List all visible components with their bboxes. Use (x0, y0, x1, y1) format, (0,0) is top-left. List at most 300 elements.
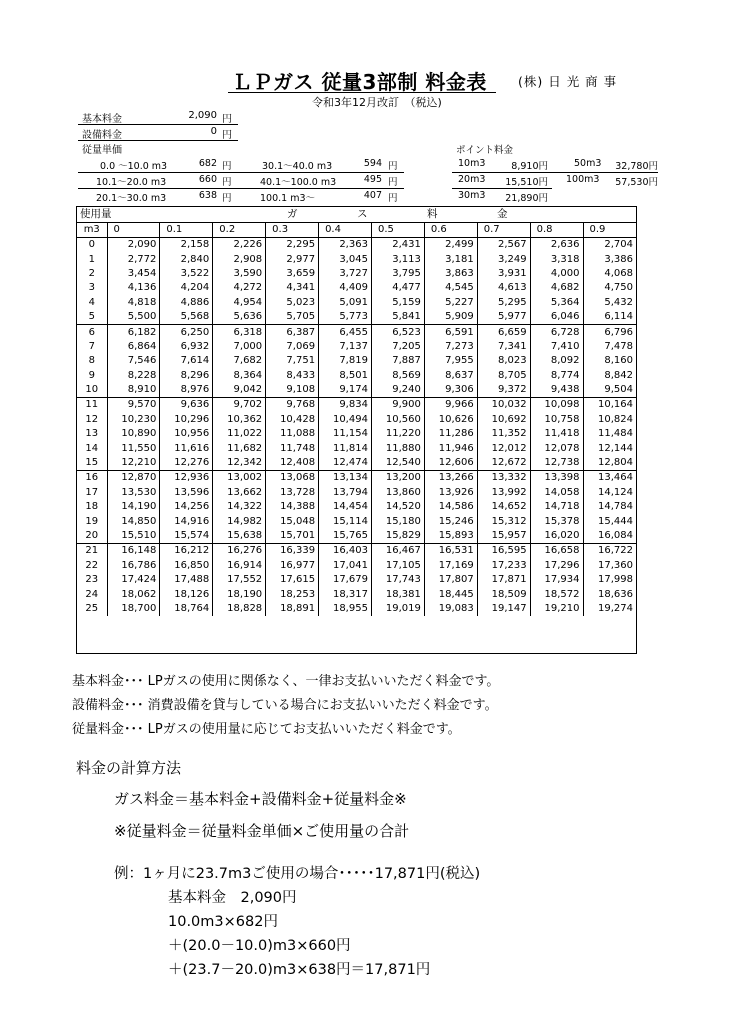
fee-cell: 14,784 (583, 500, 636, 514)
column-header: 0.9 (583, 223, 636, 238)
unit-header: m3 (77, 223, 107, 238)
gas-char: ガ (287, 208, 298, 220)
column-header: 0.1 (160, 223, 213, 238)
fee-cell: 8,296 (160, 369, 213, 383)
fee-cell: 12,936 (160, 471, 213, 486)
example-line: 基本料金 2,090円 (168, 890, 297, 906)
fee-cell: 18,572 (530, 587, 583, 601)
fee-cell: 9,042 (213, 383, 266, 398)
fee-cell: 17,041 (319, 559, 372, 573)
fee-cell: 2,363 (319, 238, 372, 253)
fee-cell: 18,317 (319, 587, 372, 601)
fee-cell: 12,408 (266, 456, 319, 471)
point-vol: 30m3 (458, 190, 486, 201)
fee-cell: 16,531 (424, 544, 477, 559)
row-usage: 17 (85, 486, 99, 498)
gas-char: 料 (427, 208, 438, 220)
fee-cell: 17,679 (319, 573, 372, 587)
fee-cell: 8,160 (583, 354, 636, 368)
fee-cell: 4,954 (213, 296, 266, 310)
fee-cell: 2,908 (213, 252, 266, 266)
table-row (77, 267, 636, 281)
fee-cell: 16,403 (319, 544, 372, 559)
fee-cell: 18,891 (266, 602, 319, 616)
fee-cell: 2,840 (160, 252, 213, 266)
fee-cell: 5,568 (160, 310, 213, 325)
fee-cell: 11,022 (213, 427, 266, 441)
fee-cell: 4,204 (160, 281, 213, 295)
fee-cell: 4,818 (107, 296, 160, 310)
row-usage: 9 (88, 369, 95, 381)
basic-fee-value: 2,090 (188, 110, 217, 121)
table-row (77, 602, 636, 616)
point-fee-label: ポイント料金 (456, 145, 514, 156)
fee-cell: 11,814 (319, 441, 372, 455)
fee-cell: 13,398 (530, 471, 583, 486)
fee-cell: 14,124 (583, 486, 636, 500)
fee-cell: 6,455 (319, 325, 372, 340)
fee-cell: 11,946 (424, 441, 477, 455)
row-usage: 22 (85, 559, 99, 571)
calculation-title: 料金の計算方法 (76, 759, 182, 777)
tier-unit: 円 (388, 161, 398, 172)
table-row (77, 441, 636, 455)
fee-cell: 3,181 (424, 252, 477, 266)
fee-cell: 16,020 (530, 529, 583, 544)
fee-cell: 12,870 (107, 471, 160, 486)
table-row (77, 559, 636, 573)
fee-cell: 16,148 (107, 544, 160, 559)
fee-cell: 9,438 (530, 383, 583, 398)
fee-cell: 11,616 (160, 441, 213, 455)
fee-cell: 5,227 (424, 296, 477, 310)
gas-fee-table (76, 206, 637, 654)
fee-cell: 14,454 (319, 500, 372, 514)
fee-cell: 15,574 (160, 529, 213, 544)
fee-cell: 3,454 (107, 267, 160, 281)
fee-cell: 9,768 (266, 398, 319, 413)
column-header: 0.3 (266, 223, 319, 238)
fee-cell: 13,332 (477, 471, 530, 486)
fee-cell: 9,834 (319, 398, 372, 413)
fee-cell: 12,672 (477, 456, 530, 471)
fee-cell: 13,266 (424, 471, 477, 486)
fee-cell: 16,977 (266, 559, 319, 573)
fee-cell: 11,682 (213, 441, 266, 455)
fee-cell: 9,900 (371, 398, 424, 413)
equipment-fee-unit: 円 (222, 130, 232, 141)
fee-cell: 5,636 (213, 310, 266, 325)
equipment-fee-label: 設備料金 (82, 130, 122, 141)
fee-cell: 13,728 (266, 486, 319, 500)
fee-cell: 15,701 (266, 529, 319, 544)
fee-cell: 10,824 (583, 413, 636, 427)
fee-cell: 11,748 (266, 441, 319, 455)
tier-price: 495 (363, 174, 382, 185)
table-row (77, 514, 636, 528)
row-usage: 3 (88, 282, 95, 294)
row-usage: 4 (88, 296, 95, 308)
table-row (77, 296, 636, 310)
fee-cell: 13,662 (213, 486, 266, 500)
fee-cell: 19,274 (583, 602, 636, 616)
row-usage: 11 (77, 398, 107, 413)
fee-cell: 9,966 (424, 398, 477, 413)
point-divider (452, 172, 658, 173)
fee-cell: 16,212 (160, 544, 213, 559)
fee-cell: 17,233 (477, 559, 530, 573)
tier-divider (78, 188, 404, 189)
fee-cell: 11,088 (266, 427, 319, 441)
revision-note: 令和3年12月改訂 （税込) (312, 96, 442, 109)
fee-cell: 10,428 (266, 413, 319, 427)
fee-cell: 19,083 (424, 602, 477, 616)
explanation-basic: 基本料金･･･ LPガスの使用に関係なく、一律お支払いいただく料金です。 (72, 674, 500, 689)
table-row (77, 340, 636, 354)
fee-cell: 10,692 (477, 413, 530, 427)
fee-cell: 10,956 (160, 427, 213, 441)
fee-cell: 17,998 (583, 573, 636, 587)
table-row (77, 486, 636, 500)
fee-cell: 15,180 (371, 514, 424, 528)
fee-cell: 14,322 (213, 500, 266, 514)
fee-cell: 12,474 (319, 456, 372, 471)
table-row (77, 544, 636, 559)
fee-cell: 7,887 (371, 354, 424, 368)
fee-cell: 4,136 (107, 281, 160, 295)
fee-cell: 16,467 (371, 544, 424, 559)
fee-cell: 7,682 (213, 354, 266, 368)
fee-cell: 18,381 (371, 587, 424, 601)
fee-cell: 12,210 (107, 456, 160, 471)
fee-cell: 5,500 (107, 310, 160, 325)
column-header: 0.2 (213, 223, 266, 238)
fee-cell: 17,743 (371, 573, 424, 587)
row-usage: 16 (77, 471, 107, 486)
fee-cell: 18,062 (107, 587, 160, 601)
fee-cell: 6,523 (371, 325, 424, 340)
table-row (77, 354, 636, 368)
fee-cell: 9,108 (266, 383, 319, 398)
tier-range: 100.1 m3～ (260, 193, 316, 204)
fee-cell: 14,718 (530, 500, 583, 514)
point-vol: 20m3 (458, 174, 486, 185)
fee-cell: 2,977 (266, 252, 319, 266)
fee-cell: 14,388 (266, 500, 319, 514)
fee-cell: 3,795 (371, 267, 424, 281)
point-price: 8,910円 (511, 161, 548, 172)
tier-price: 638 (198, 190, 217, 201)
tier-divider (78, 172, 404, 173)
table-row (77, 456, 636, 471)
fee-cell: 18,764 (160, 602, 213, 616)
fee-cell: 3,386 (583, 252, 636, 266)
fee-cell: 14,586 (424, 500, 477, 514)
fee-cell: 2,772 (107, 252, 160, 266)
equipment-fee-value: 0 (210, 126, 217, 137)
fee-cell: 11,550 (107, 441, 160, 455)
fee-cell: 5,773 (319, 310, 372, 325)
fee-cell: 3,727 (319, 267, 372, 281)
fee-cell: 8,569 (371, 369, 424, 383)
fee-cell: 14,256 (160, 500, 213, 514)
fee-cell: 3,863 (424, 267, 477, 281)
fee-cell: 6,114 (583, 310, 636, 325)
fee-cell: 10,494 (319, 413, 372, 427)
tier-range: 10.1～20.0 m3 (96, 177, 167, 188)
fee-cell: 9,240 (371, 383, 424, 398)
fee-cell: 9,570 (107, 398, 160, 413)
table-row (77, 587, 636, 601)
fee-cell: 10,758 (530, 413, 583, 427)
table-row (77, 398, 636, 413)
row-usage: 1 (88, 253, 95, 265)
row-usage: 0 (88, 239, 95, 251)
fee-cell: 9,504 (583, 383, 636, 398)
fee-cell: 17,360 (583, 559, 636, 573)
fee-cell: 4,750 (583, 281, 636, 295)
column-header: 0.5 (371, 223, 424, 238)
fee-cell: 15,765 (319, 529, 372, 544)
point-divider (452, 188, 552, 189)
row-usage: 6 (77, 325, 107, 340)
fee-cell: 8,228 (107, 369, 160, 383)
fee-cell: 3,318 (530, 252, 583, 266)
fee-cell: 2,636 (530, 238, 583, 253)
row-usage: 2 (88, 267, 95, 279)
fee-cell: 4,409 (319, 281, 372, 295)
fee-cell: 2,090 (107, 238, 160, 253)
point-price: 15,510円 (505, 177, 548, 188)
fee-cell: 13,992 (477, 486, 530, 500)
fee-cell: 4,613 (477, 281, 530, 295)
fee-cell: 4,341 (266, 281, 319, 295)
column-header: 0 (107, 223, 160, 238)
fee-cell: 4,477 (371, 281, 424, 295)
fee-cell: 17,871 (477, 573, 530, 587)
row-usage: 5 (88, 311, 95, 323)
table-row (77, 252, 636, 266)
fee-cell: 16,914 (213, 559, 266, 573)
row-usage: 13 (85, 428, 99, 440)
row-usage: 14 (85, 442, 99, 454)
fee-cell: 6,318 (213, 325, 266, 340)
fee-cell: 7,819 (319, 354, 372, 368)
fee-cell: 5,159 (371, 296, 424, 310)
fee-cell: 13,134 (319, 471, 372, 486)
fee-cell: 19,019 (371, 602, 424, 616)
fee-cell: 17,552 (213, 573, 266, 587)
fee-cell: 2,704 (583, 238, 636, 253)
fee-cell: 9,174 (319, 383, 372, 398)
fee-cell: 18,700 (107, 602, 160, 616)
fee-cell: 10,032 (477, 398, 530, 413)
fee-cell: 12,342 (213, 456, 266, 471)
fee-cell: 6,728 (530, 325, 583, 340)
fee-cell: 12,144 (583, 441, 636, 455)
fee-cell: 5,432 (583, 296, 636, 310)
table-row (77, 427, 636, 441)
fee-cell: 17,615 (266, 573, 319, 587)
fee-cell: 9,306 (424, 383, 477, 398)
company-name: (株) 日 光 商 事 (518, 74, 618, 89)
fee-cell: 15,957 (477, 529, 530, 544)
fee-cell: 2,158 (160, 238, 213, 253)
table-row (77, 310, 636, 325)
fee-cell: 12,078 (530, 441, 583, 455)
fee-cell: 17,424 (107, 573, 160, 587)
fee-cell: 17,488 (160, 573, 213, 587)
fee-cell: 7,137 (319, 340, 372, 354)
row-usage: 24 (85, 588, 99, 600)
fee-cell: 18,509 (477, 587, 530, 601)
table-row (77, 383, 636, 398)
fee-cell: 12,804 (583, 456, 636, 471)
point-vol: 10m3 (458, 158, 486, 169)
fee-cell: 13,200 (371, 471, 424, 486)
fee-cell: 14,520 (371, 500, 424, 514)
fee-cell: 8,023 (477, 354, 530, 368)
tier-range: 20.1～30.0 m3 (96, 193, 167, 204)
fee-cell: 9,636 (160, 398, 213, 413)
fee-cell: 15,246 (424, 514, 477, 528)
table-row (77, 573, 636, 587)
title-underline (228, 92, 496, 93)
fee-cell: 7,546 (107, 354, 160, 368)
gas-char: ス (357, 208, 368, 220)
table-title-row (77, 207, 636, 223)
fee-cell: 3,522 (160, 267, 213, 281)
fee-cell: 5,364 (530, 296, 583, 310)
fee-cell: 12,276 (160, 456, 213, 471)
fee-cell: 4,000 (530, 267, 583, 281)
fee-cell: 6,796 (583, 325, 636, 340)
basic-fee-label: 基本料金 (82, 114, 122, 125)
fee-cell: 13,860 (371, 486, 424, 500)
fee-cell: 14,916 (160, 514, 213, 528)
table-row (77, 500, 636, 514)
point-price: 57,530円 (615, 177, 658, 188)
column-header: 0.6 (424, 223, 477, 238)
fee-cell: 8,976 (160, 383, 213, 398)
fee-cell: 12,540 (371, 456, 424, 471)
fee-cell: 15,444 (583, 514, 636, 528)
row-usage: 20 (85, 530, 99, 541)
fee-cell: 6,659 (477, 325, 530, 340)
fee-cell: 7,205 (371, 340, 424, 354)
fee-cell: 13,926 (424, 486, 477, 500)
fee-cell: 6,864 (107, 340, 160, 354)
point-price: 21,890円 (505, 193, 548, 204)
fee-cell: 5,977 (477, 310, 530, 325)
fee-cell: 5,705 (266, 310, 319, 325)
fee-cell: 8,637 (424, 369, 477, 383)
point-price: 32,780円 (615, 161, 658, 172)
fee-cell: 10,230 (107, 413, 160, 427)
tier-price: 660 (198, 174, 217, 185)
explanation-usage: 従量料金･･･ LPガスの使用量に応じてお支払いいただく料金です。 (72, 722, 461, 737)
row-usage: 21 (77, 544, 107, 559)
row-usage: 12 (85, 413, 99, 425)
fee-cell: 10,362 (213, 413, 266, 427)
point-vol: 50m3 (574, 158, 602, 169)
fee-cell: 10,890 (107, 427, 160, 441)
fee-cell: 17,934 (530, 573, 583, 587)
fee-cell: 16,339 (266, 544, 319, 559)
fee-cell: 10,164 (583, 398, 636, 413)
row-usage: 10 (85, 384, 99, 396)
formula-usage: ※従量料金＝従量料金単価×ご使用量の合計 (114, 822, 410, 840)
row-usage: 7 (88, 340, 95, 352)
fee-cell: 4,886 (160, 296, 213, 310)
fee-cell: 17,105 (371, 559, 424, 573)
fee-cell: 16,658 (530, 544, 583, 559)
fee-cell: 15,510 (107, 529, 160, 544)
tier-unit: 円 (222, 161, 232, 172)
table-row (77, 471, 636, 486)
fee-cell: 16,786 (107, 559, 160, 573)
fee-cell: 5,295 (477, 296, 530, 310)
column-header-row (77, 223, 636, 238)
table-row (77, 529, 636, 544)
fee-cell: 9,372 (477, 383, 530, 398)
tier-price: 407 (363, 190, 382, 201)
fee-cell: 15,048 (266, 514, 319, 528)
fee-cell: 8,092 (530, 354, 583, 368)
fee-cell: 7,751 (266, 354, 319, 368)
example-line: 10.0m3×682円 (168, 914, 278, 930)
fee-cell: 16,595 (477, 544, 530, 559)
fee-cell: 5,023 (266, 296, 319, 310)
fee-cell: 18,190 (213, 587, 266, 601)
fee-cell: 11,286 (424, 427, 477, 441)
fee-cell: 10,626 (424, 413, 477, 427)
fee-cell: 3,590 (213, 267, 266, 281)
fee-cell: 15,378 (530, 514, 583, 528)
fee-cell: 6,387 (266, 325, 319, 340)
column-header: 0.7 (477, 223, 530, 238)
fee-cell: 13,530 (107, 486, 160, 500)
unit-price-label: 従量単価 (82, 145, 122, 156)
fee-cell: 15,114 (319, 514, 372, 528)
fee-cell: 14,652 (477, 500, 530, 514)
table-row (77, 325, 636, 340)
fee-cell: 4,068 (583, 267, 636, 281)
tier-price: 594 (363, 158, 382, 169)
fee-cell: 12,012 (477, 441, 530, 455)
table-row (77, 238, 636, 253)
fee-cell: 7,955 (424, 354, 477, 368)
fee-cell: 16,276 (213, 544, 266, 559)
fee-cell: 18,445 (424, 587, 477, 601)
fee-cell: 11,220 (371, 427, 424, 441)
fee-cell: 11,418 (530, 427, 583, 441)
fee-cell: 6,182 (107, 325, 160, 340)
column-header: 0.4 (319, 223, 372, 238)
fee-cell: 13,002 (213, 471, 266, 486)
basic-fee-unit: 円 (222, 114, 232, 125)
table-row (77, 413, 636, 427)
fee-cell: 13,596 (160, 486, 213, 500)
point-vol: 100m3 (566, 174, 600, 185)
fee-table-grid (77, 207, 636, 616)
fee-cell: 15,893 (424, 529, 477, 544)
fee-cell: 10,296 (160, 413, 213, 427)
fee-cell: 15,312 (477, 514, 530, 528)
fee-cell: 16,722 (583, 544, 636, 559)
fee-cell: 13,464 (583, 471, 636, 486)
fee-cell: 16,850 (160, 559, 213, 573)
